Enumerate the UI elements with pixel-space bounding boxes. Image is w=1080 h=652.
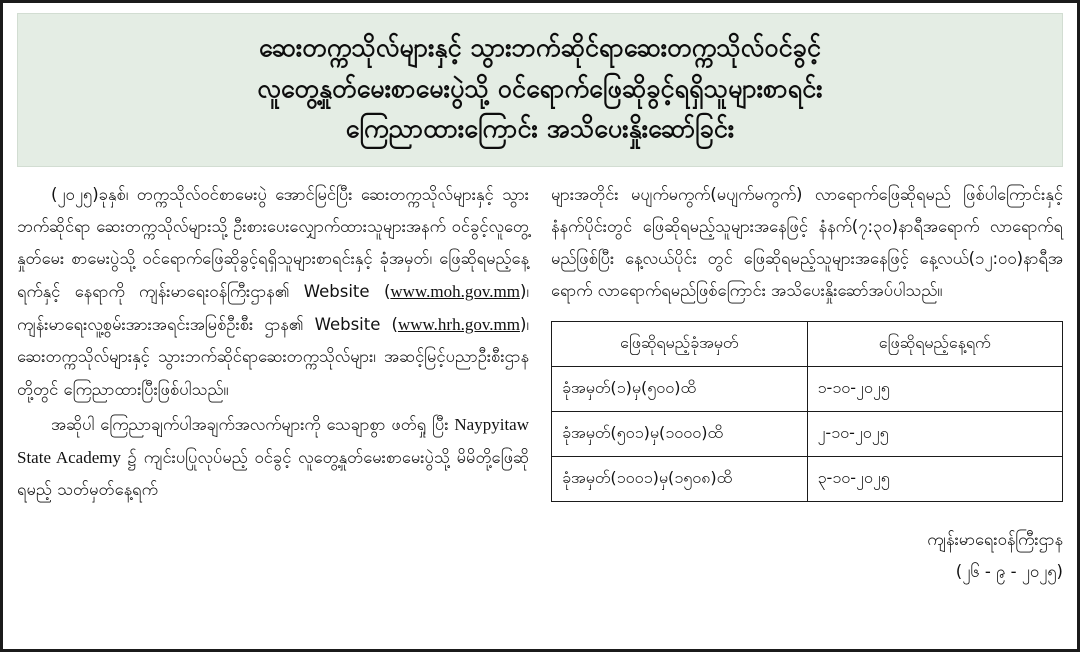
- left-column-text: [17, 179, 529, 507]
- table-row: [552, 412, 1063, 457]
- table-header-row: [552, 322, 1063, 367]
- venue-name: Naypyitaw State Academy: [17, 414, 529, 467]
- moh-website-link[interactable]: www.moh.gov.mm: [390, 282, 520, 302]
- headline-line-3: ကြေညာထားကြောင်း အသိပေးနှိုးဆော်ခြင်း: [345, 114, 735, 143]
- signature-block: [551, 524, 1063, 587]
- cell-seat-range: ခုံအမှတ်(၅၀၁)မှ(၁၀၀၀)ထိ: [552, 412, 808, 457]
- table-row: [552, 367, 1063, 412]
- headline-line-1: ဆေးတက္ကသိုလ်များနှင့် သွားဘက်ဆိုင်ရာဆေးတက္ကသိုလ်ဝင်ခွင့်: [258, 33, 822, 62]
- paragraph-one-text-c: )၊ ဆေးတက္ကသိုလ်များနှင့် သွားဘက်ဆိုင်ရာဆေးတက္ကသိုလ်များ၊ အဆင့်မြင့်ပညာဦးစီးဌာန တို့တွင် ကြေညာထားပြီးဖြစ်ပါသည်။: [17, 315, 529, 399]
- table-head: [552, 322, 1063, 367]
- left-column: [17, 179, 529, 587]
- article-columns: [17, 179, 1063, 587]
- paragraph-one: [17, 179, 529, 406]
- paragraph-two-text-a: အဆိုပါ ကြေညာချက်ပါအချက်အလက်များကို သေချာစွာ ဖတ်ရှု ပြီး: [51, 414, 455, 434]
- headline-banner: [17, 13, 1063, 167]
- table-row: [552, 457, 1063, 502]
- cell-seat-range: ခုံအမှတ်(၁)မှ(၅၀၀)ထိ: [552, 367, 808, 412]
- cell-date: ၂-၁၀-၂၀၂၅: [807, 412, 1063, 457]
- paragraph-one-text-b: )၊ ကျန်းမာရေးလူ့စွမ်းအားအရင်းအမြစ်ဦးစီး ဌာန၏ Website (: [17, 282, 529, 335]
- exam-schedule-table: [551, 321, 1063, 502]
- paragraph-continued: များအတိုင်း မပျက်မကွက်(မပျက်မကွက်) လာရောက်ဖြေဆိုရမည် ဖြစ်ပါကြောင်းနှင့် နံနက်ပိုင်းတွင် ဖြေဆိုရမည့်သူများအနေဖြင့် နံနက်(၇:၃၀)နာရီအရောက် လာရောက်ရမည်ဖြစ်ပြီး နေ့လယ်ပိုင်း တွင် ဖြေဆိုရမည့်သူများအနေဖြင့် နေ့လယ်(၁၂:၀၀)နာရီအရောက် လာရောက်ရမည်ဖြစ်ကြောင်း အသိပေးနှိုးဆော်အပ်ပါသည်။: [551, 184, 1063, 301]
- paragraph-two: [17, 408, 529, 507]
- column-header-seat-number: ဖြေဆိုရမည့်ခုံအမှတ်: [552, 322, 808, 367]
- cell-date: ၁-၁၀-၂၀၂၅: [807, 367, 1063, 412]
- cell-date: ၃-၁၀-၂၀၂၅: [807, 457, 1063, 502]
- headline-line-2: လူတွေ့နှုတ်မေးစာမေးပွဲသို့ ဝင်ရောက်ဖြေဆိုခွင့်ရရှိသူများစာရင်း: [257, 73, 823, 103]
- paragraph-two-text-b: ၌ ကျင်းပပြုလုပ်မည့် ဝင်ခွင့် လူတွေ့နှုတ်မေးစာမေးပွဲသို့ မိမိတို့ဖြေဆိုရမည့် သတ်မှတ်နေ့ရက်: [17, 447, 529, 500]
- cell-seat-range: ခုံအမှတ်(၁၀၀၁)မှ(၁၅၀၈)ထိ: [552, 457, 808, 502]
- hrh-website-link[interactable]: www.hrh.gov.mm: [397, 315, 520, 335]
- right-column-text: [551, 179, 1063, 308]
- table-body: [552, 367, 1063, 502]
- right-column: [551, 179, 1063, 587]
- signature-date: (၂၆ - ၉ - ၂၀၂၅): [955, 561, 1063, 581]
- column-header-date: ဖြေဆိုရမည့်နေ့ရက်: [807, 322, 1063, 367]
- paragraph-one-text-a: (၂၀၂၅)ခုနှစ်၊ တက္ကသိုလ်ဝင်စာမေးပွဲ အောင်မြင်ပြီး ဆေးတက္ကသိုလ်များနှင့် သွားဘက်ဆိုင်ရာ ဆေးတက္ကသိုလ်များသို့ ဦးစားပေးလျှောက်ထားသူများအနက် ဝင်ခွင့်လူတွေ့နှုတ်မေး စာမေးပွဲသို့ ဝင်ရောက်ဖြေဆိုခွင့်ရရှိသူများစာရင်းနှင့် ခုံအမှတ်၊ ဖြေဆိုရမည့်နေ့ရက်နှင့် နေရာကို ကျန်းမာရေးဝန်ကြီးဌာန၏ Website (: [17, 184, 529, 302]
- signature-ministry: ကျန်းမာရေးဝန်ကြီးဌာန: [927, 530, 1063, 550]
